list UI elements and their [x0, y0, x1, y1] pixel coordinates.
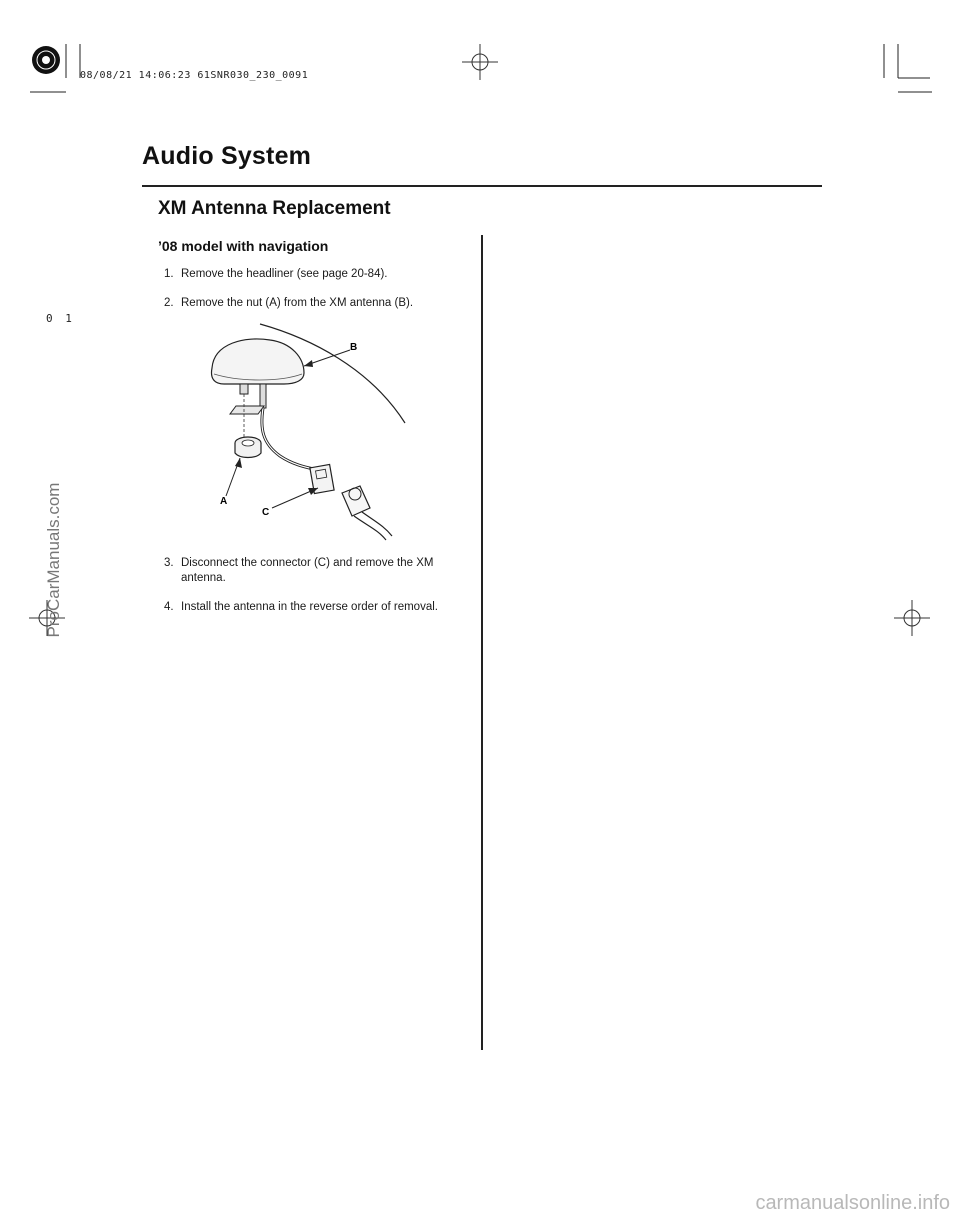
- step-item: [164, 556, 464, 586]
- side-watermark: ProCarManuals.com: [44, 482, 63, 638]
- page-code: 0 1: [46, 312, 75, 325]
- crosshair-icon: [462, 44, 498, 80]
- step-item: [164, 600, 464, 615]
- registration-target-icon: [32, 46, 60, 74]
- nut-a: [235, 437, 261, 458]
- section-title: Audio System: [142, 142, 312, 170]
- label-connector: C: [262, 507, 270, 518]
- column-divider: [481, 235, 483, 1050]
- step-number: 4.: [164, 601, 174, 613]
- step-item: [164, 267, 464, 282]
- step-number: 2.: [164, 297, 174, 309]
- step-text-continuation: antenna.: [181, 572, 226, 584]
- connector-socket: [342, 486, 392, 540]
- label-antenna: B: [350, 342, 358, 353]
- title-divider: [142, 185, 822, 187]
- footer-watermark: carmanualsonline.info: [755, 1192, 950, 1214]
- step-text: Install the antenna in the reverse order of removal.: [181, 601, 438, 613]
- step-text: Disconnect the connector (C) and remove the XM: [181, 557, 434, 569]
- headliner-hole: [230, 406, 264, 414]
- crosshair-icon: [894, 600, 930, 636]
- print-stamp: 08/08/21 14:06:23 61SNR030_230_0091: [80, 70, 309, 81]
- step-number: 1.: [164, 268, 174, 280]
- step-number: 3.: [164, 557, 174, 569]
- step-item: [164, 296, 464, 311]
- antenna-illustration: [200, 318, 460, 548]
- label-nut: A: [220, 496, 228, 507]
- antenna-dome: [212, 339, 305, 384]
- step-text: Remove the headliner (see page 20-84).: [181, 268, 388, 280]
- step-text: Remove the nut (A) from the XM antenna (B).: [181, 297, 414, 309]
- model-heading: ’08 model with navigation: [158, 238, 329, 254]
- procedure-title: XM Antenna Replacement: [158, 198, 391, 219]
